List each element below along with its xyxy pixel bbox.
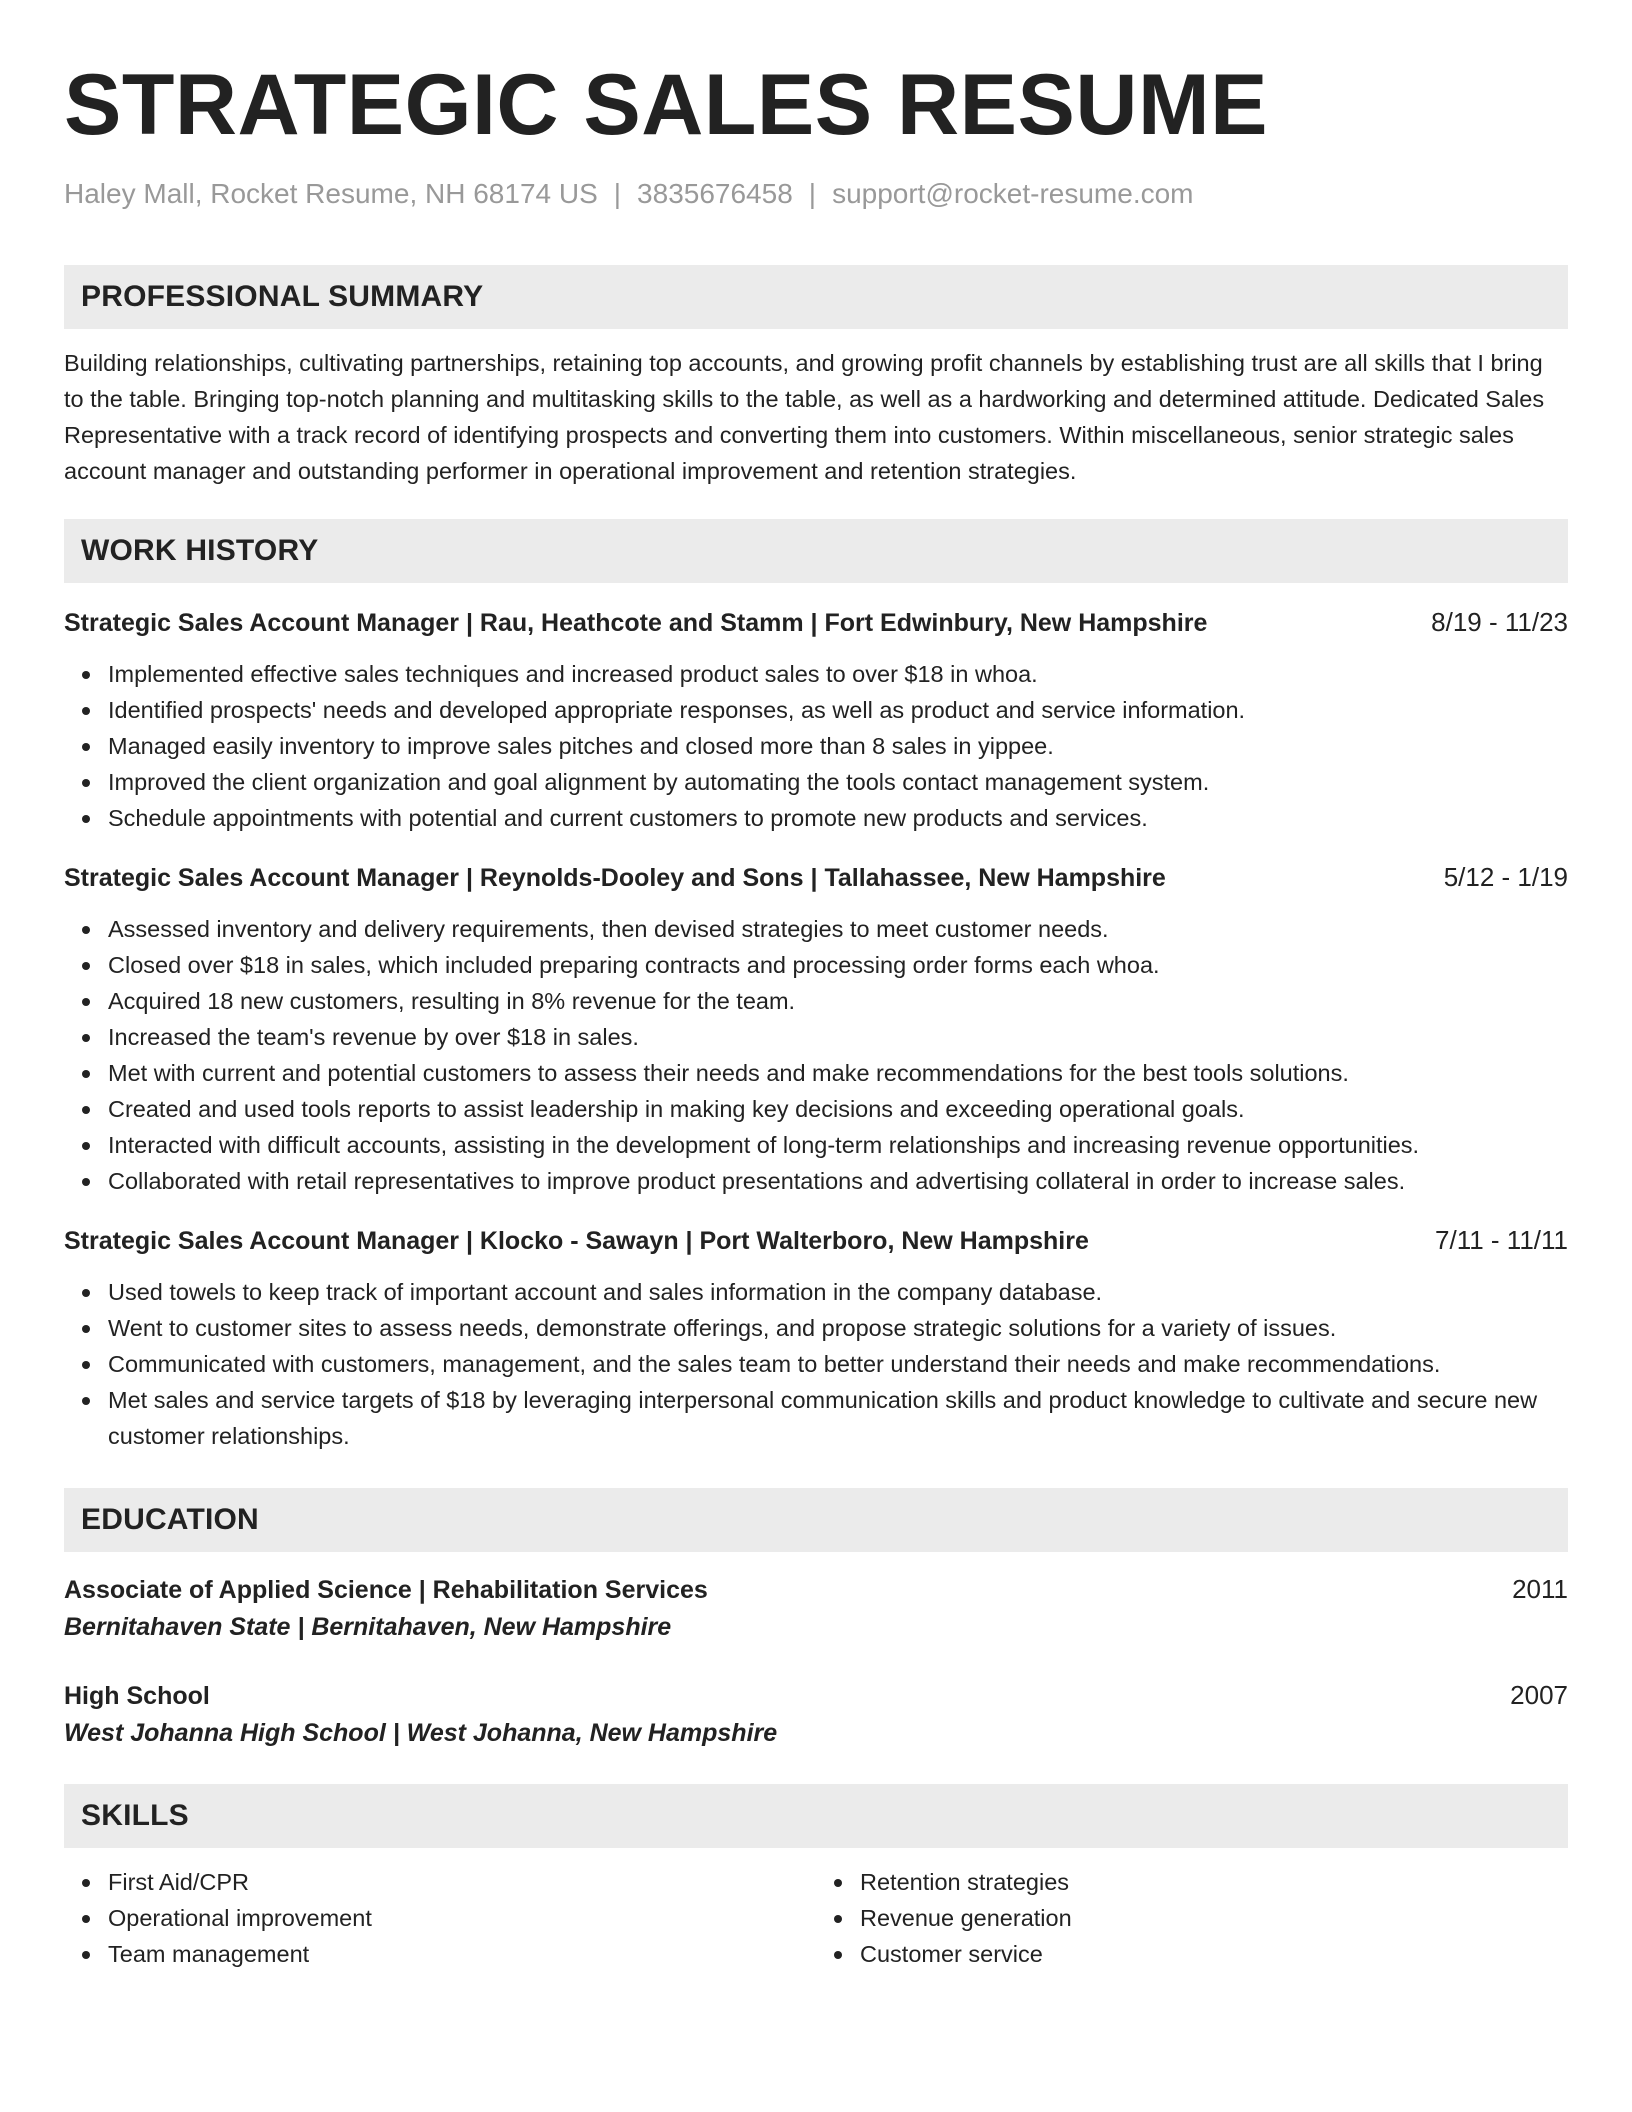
skill-item: Customer service: [860, 1936, 1568, 1972]
skills-column-left: [64, 1864, 816, 1972]
skills-column-right: [816, 1864, 1568, 1972]
contact-address: Haley Mall, Rocket Resume, NH 68174 US: [64, 178, 598, 209]
job-title: Strategic Sales Account Manager | Reynolds-Dooley and Sons | Tallahassee, New Hampshire: [64, 864, 1166, 892]
section-heading-work-history: WORK HISTORY: [64, 519, 1568, 583]
bullet-item: Closed over $18 in sales, which included preparing contracts and processing order forms each whoa.: [108, 947, 1568, 983]
job-dates: 5/12 - 1/19: [1443, 862, 1568, 892]
bullet-item: Interacted with difficult accounts, assisting in the development of long-term relationships and increasing revenue opportunities.: [108, 1127, 1568, 1163]
bullet-item: Went to customer sites to assess needs, demonstrate offerings, and propose strategic solutions for a variety of issues.: [108, 1310, 1568, 1346]
bullet-item: Identified prospects' needs and developed appropriate responses, as well as product and service information.: [108, 692, 1568, 728]
bullet-item: Acquired 18 new customers, resulting in 8% revenue for the team.: [108, 983, 1568, 1019]
bullet-item: Collaborated with retail representatives to improve product presentations and advertising collateral in order to increase sales.: [108, 1163, 1568, 1199]
contact-phone: 3835676458: [637, 178, 793, 209]
job-header: [64, 607, 1568, 638]
bullet-item: Used towels to keep track of important account and sales information in the company database.: [108, 1274, 1568, 1310]
job-title: Strategic Sales Account Manager | Klocko - Sawayn | Port Walterboro, New Hampshire: [64, 1227, 1089, 1255]
skill-item: First Aid/CPR: [108, 1864, 816, 1900]
summary-text: Building relationships, cultivating partnerships, retaining top accounts, and growing profit channels by establishing trust are all skills that I bring to the table. Bringing top-notch planning and multitasking skills to the table, as well as a hardworking and determined attitude. Dedicated Sales Representative with a track record of identifying prospects and converting them into customers. Within miscellaneous, senior strategic sales account manager and outstanding performer in operational improvement and retention strategies.: [64, 350, 1545, 484]
job-entry: [64, 862, 1568, 1199]
bullet-item: Improved the client organization and goal alignment by automating the tools contact management system.: [108, 764, 1568, 800]
job-title: Strategic Sales Account Manager | Rau, Heathcote and Stamm | Fort Edwinbury, New Hampshire: [64, 609, 1208, 637]
contact-line: [64, 178, 1568, 210]
contact-email: support@rocket-resume.com: [832, 178, 1194, 209]
education-school: West Johanna High School | West Johanna, New Hampshire: [64, 1719, 778, 1747]
bullet-item: Implemented effective sales techniques and increased product sales to over $18 in whoa.: [108, 656, 1568, 692]
contact-separator: |: [613, 178, 622, 209]
education-year: 2011: [1512, 1574, 1568, 1604]
education-degree: Associate of Applied Science | Rehabilitation Services: [64, 1576, 708, 1604]
education-degree: High School: [64, 1682, 210, 1710]
education-header: [64, 1680, 1568, 1711]
job-dates: 8/19 - 11/23: [1431, 607, 1568, 637]
education-school: Bernitahaven State | Bernitahaven, New Hampshire: [64, 1613, 672, 1641]
contact-separator: |: [808, 178, 817, 209]
bullet-item: Met sales and service targets of $18 by leveraging interpersonal communication skills and product knowledge to cultivate and secure new customer relationships.: [108, 1382, 1568, 1454]
job-bullets: [64, 1274, 1568, 1454]
skill-item: Retention strategies: [860, 1864, 1568, 1900]
section-heading-summary: PROFESSIONAL SUMMARY: [64, 265, 1568, 329]
job-entry: [64, 1225, 1568, 1454]
job-dates: 7/11 - 11/11: [1435, 1225, 1568, 1255]
education-header: [64, 1574, 1568, 1605]
job-entry: [64, 607, 1568, 836]
job-bullets: [64, 911, 1568, 1199]
resume-title: STRATEGIC SALES RESUME: [64, 57, 1268, 153]
skills-list: [64, 1864, 1568, 1972]
skill-item: Revenue generation: [860, 1900, 1568, 1936]
job-bullets: [64, 656, 1568, 836]
education-year: 2007: [1510, 1680, 1568, 1710]
bullet-item: Assessed inventory and delivery requirements, then devised strategies to meet customer needs.: [108, 911, 1568, 947]
skill-item: Team management: [108, 1936, 816, 1972]
bullet-item: Increased the team's revenue by over $18 in sales.: [108, 1019, 1568, 1055]
section-heading-education: EDUCATION: [64, 1488, 1568, 1552]
bullet-item: Communicated with customers, management, and the sales team to better understand their needs and make recommendations.: [108, 1346, 1568, 1382]
bullet-item: Created and used tools reports to assist leadership in making key decisions and exceeding operational goals.: [108, 1091, 1568, 1127]
section-heading-skills: SKILLS: [64, 1784, 1568, 1848]
bullet-item: Met with current and potential customers to assess their needs and make recommendations for the best tools solutions.: [108, 1055, 1568, 1091]
job-header: [64, 862, 1568, 893]
job-header: [64, 1225, 1568, 1256]
bullet-item: Schedule appointments with potential and current customers to promote new products and services.: [108, 800, 1568, 836]
skill-item: Operational improvement: [108, 1900, 816, 1936]
bullet-item: Managed easily inventory to improve sales pitches and closed more than 8 sales in yippee.: [108, 728, 1568, 764]
education-entry: [64, 1680, 1568, 1748]
education-entry: [64, 1574, 1568, 1642]
